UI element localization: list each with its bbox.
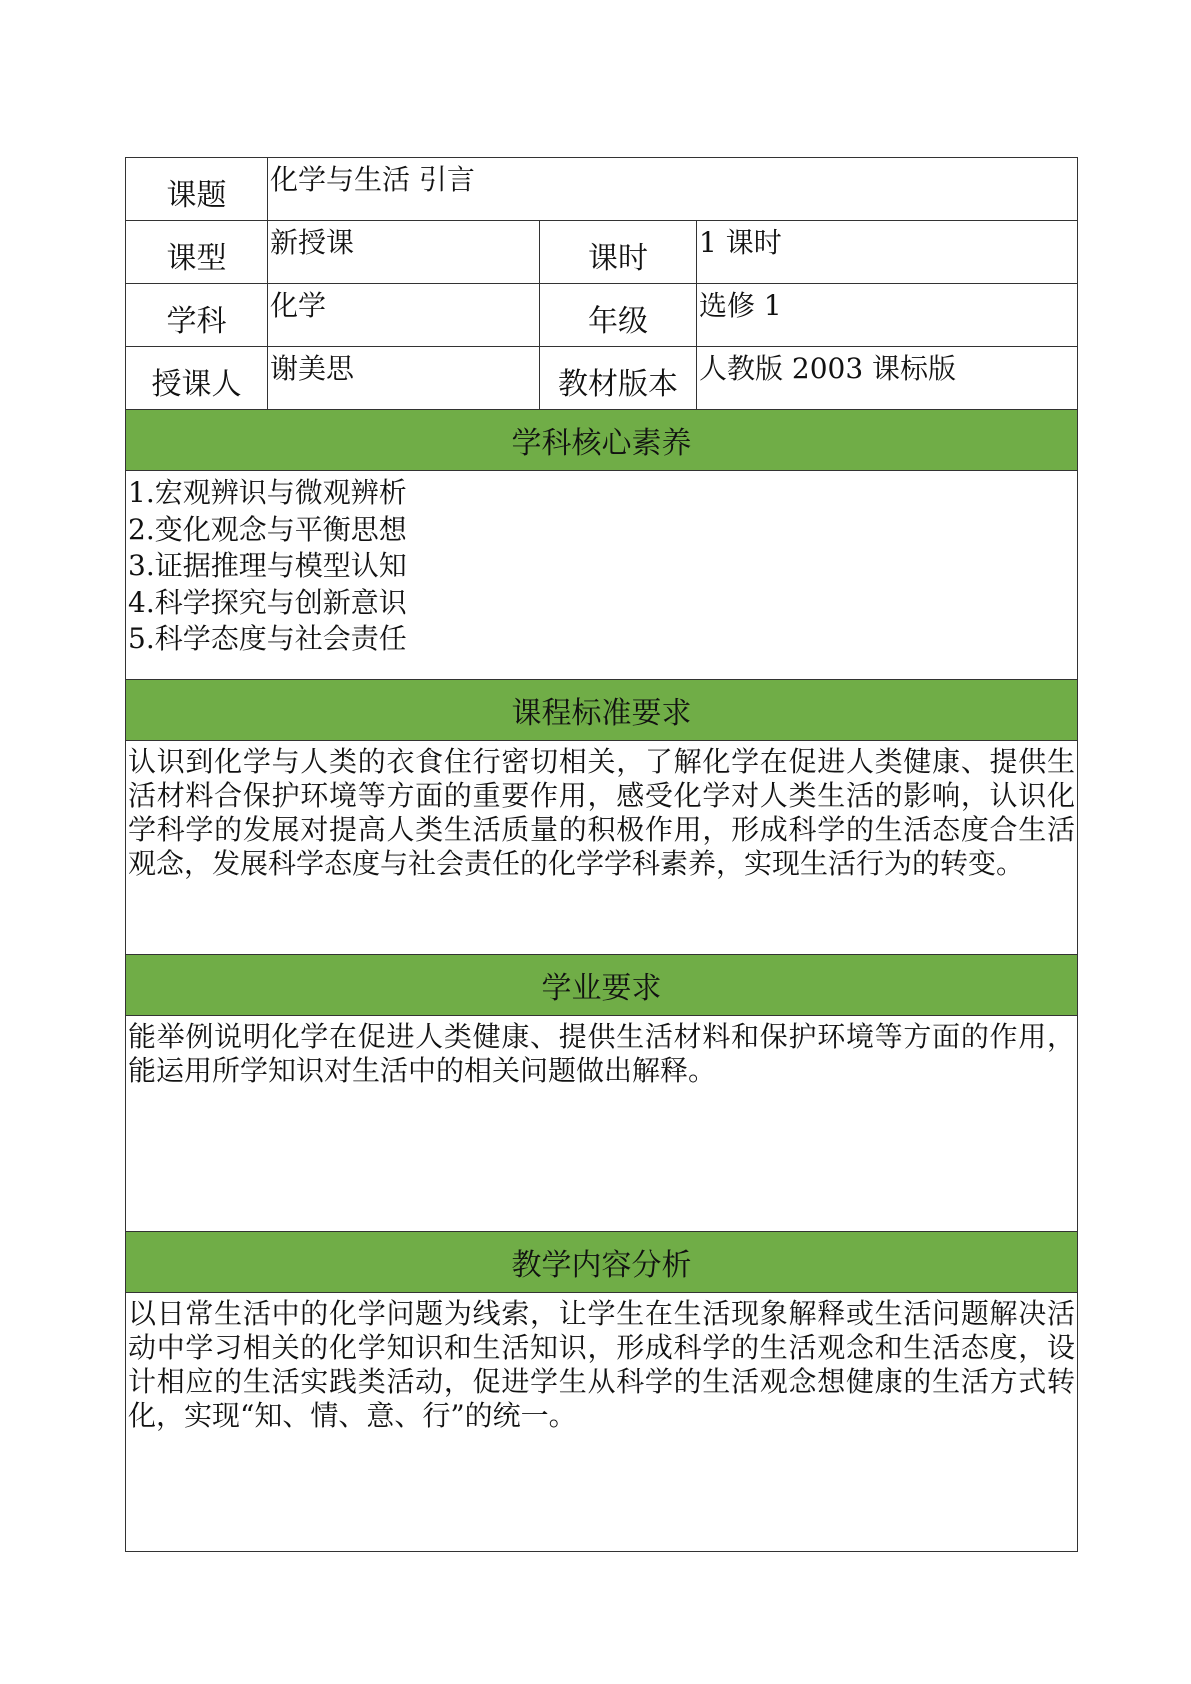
list-item: 4.科学探究与创新意识 bbox=[128, 585, 407, 619]
teacher-label: 授课人 bbox=[126, 347, 268, 410]
row-content-header bbox=[126, 1232, 1078, 1293]
core-literacy-list bbox=[126, 471, 1078, 680]
teacher-value: 谢美思 bbox=[268, 347, 540, 410]
row-core-literacy-body bbox=[126, 471, 1078, 680]
grade-label: 年级 bbox=[540, 284, 697, 347]
lesson-plan-sheet bbox=[125, 157, 1077, 1552]
subject-value: 化学 bbox=[268, 284, 540, 347]
grade-value: 选修 1 bbox=[697, 284, 1078, 347]
row-content-body bbox=[126, 1293, 1078, 1552]
topic-label: 课题 bbox=[126, 158, 268, 221]
list-item: 1.宏观辨识与微观辨析 bbox=[128, 476, 407, 509]
curriculum-standard-text: 认识到化学与人类的衣食住行密切相关，了解化学在促进人类健康、提供生活材料合保护环境等方面的重要作用，感受化学对人类生活的影响，认识化学科学的发展对提高人类生活质量的积极作用，形成科学的生活态度合生活观念，发展科学态度与社会责任的化学学科素养，实现生活行为的转变。 bbox=[126, 741, 1078, 955]
list-item: 2.变化观念与平衡思想 bbox=[128, 512, 407, 546]
subject-label: 学科 bbox=[126, 284, 268, 347]
lesson-plan-table bbox=[125, 157, 1078, 1552]
edition-label: 教材版本 bbox=[540, 347, 697, 410]
content-analysis-header: 教学内容分析 bbox=[126, 1232, 1078, 1293]
row-topic bbox=[126, 158, 1078, 221]
hours-label: 课时 bbox=[540, 221, 697, 284]
academic-requirement-header: 学业要求 bbox=[126, 955, 1078, 1016]
row-curriculum-body bbox=[126, 741, 1078, 955]
row-core-literacy-header bbox=[126, 410, 1078, 471]
row-academic-header bbox=[126, 955, 1078, 1016]
row-curriculum-header bbox=[126, 680, 1078, 741]
list-item: 5.科学态度与社会责任 bbox=[128, 622, 407, 655]
row-type bbox=[126, 221, 1078, 284]
curriculum-standard-header: 课程标准要求 bbox=[126, 680, 1078, 741]
row-academic-body bbox=[126, 1016, 1078, 1232]
row-subject bbox=[126, 284, 1078, 347]
row-teacher bbox=[126, 347, 1078, 410]
core-literacy-header: 学科核心素养 bbox=[126, 410, 1078, 471]
edition-value: 人教版 2003 课标版 bbox=[697, 347, 1078, 410]
content-analysis-text: 以日常生活中的化学问题为线索，让学生在生活现象解释或生活问题解决活动中学习相关的化学知识和生活知识，形成科学的生活观念和生活态度，设计相应的生活实践类活动，促进学生从科学的生活观念想健康的生活方式转化，实现“知、情、意、行”的统一。 bbox=[126, 1293, 1078, 1552]
topic-value: 化学与生活 引言 bbox=[268, 158, 1078, 221]
type-label: 课型 bbox=[126, 221, 268, 284]
list-item: 3.证据推理与模型认知 bbox=[128, 549, 407, 582]
hours-value: 1 课时 bbox=[697, 221, 1078, 284]
type-value: 新授课 bbox=[268, 221, 540, 284]
academic-requirement-text: 能举例说明化学在促进人类健康、提供生活材料和保护环境等方面的作用，能运用所学知识对生活中的相关问题做出解释。 bbox=[126, 1016, 1078, 1232]
